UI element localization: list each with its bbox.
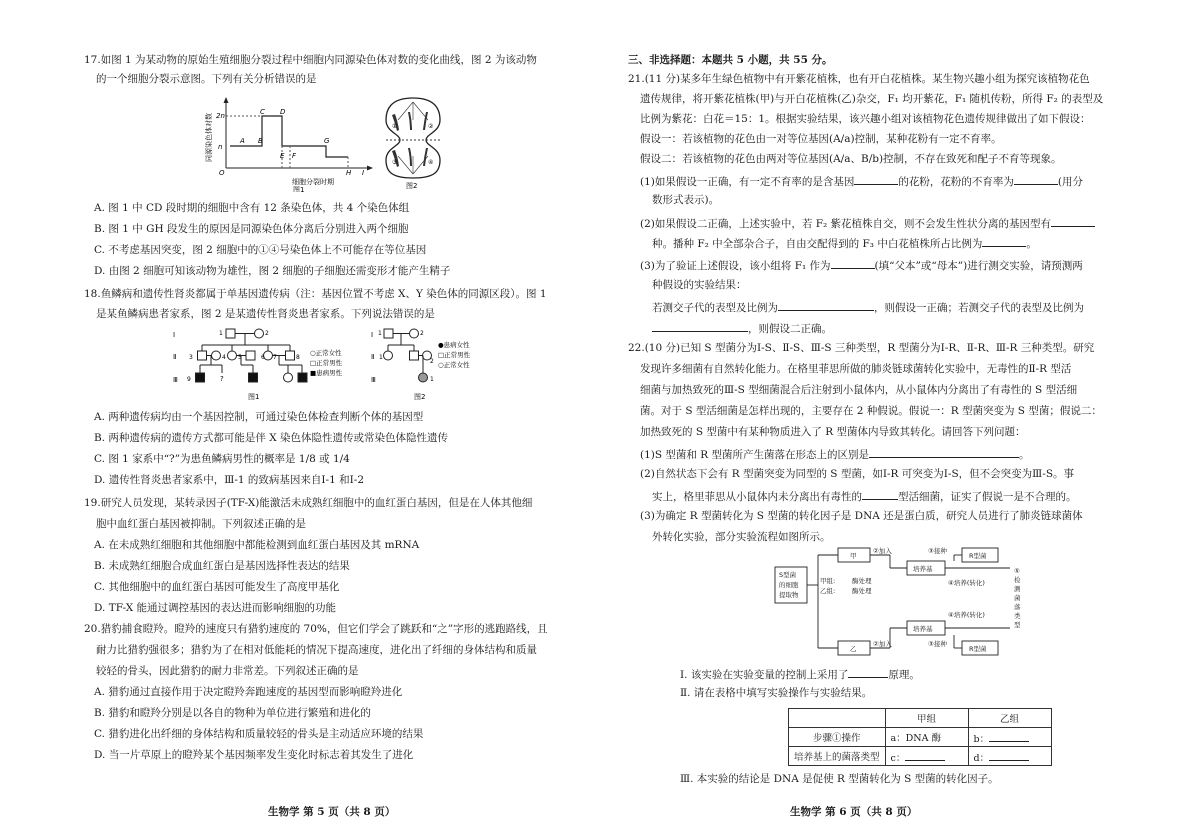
- svg-text:③: ③: [392, 159, 398, 166]
- answer-blank[interactable]: [1014, 173, 1058, 185]
- q19-option-b: B. 未成熟红细胞合成血红蛋白是基因选择性表达的结果: [94, 560, 350, 572]
- pedigree1-number: 4: [222, 354, 226, 361]
- svg-text:培养基: 培养基: [913, 565, 933, 573]
- pedigree2-number: 1: [379, 354, 383, 361]
- q21-stem-line3: 比例为紫花：白花＝15：1。根据实验结果，该兴趣小组对该植物花色遗传规律做出了如下假设：: [640, 113, 1091, 125]
- q22-part1: (1)S 型菌和 R 型菌所产生菌落在形态上的区别是 。: [640, 446, 1029, 462]
- svg-text:Ⅰ: Ⅰ: [371, 331, 374, 339]
- q22-item3: Ⅲ. 本实验的结论是 DNA 是促使 R 型菌转化为 S 型菌的转化因子。: [680, 773, 999, 785]
- q20-stem-line3: 较轻的骨头，因此猎豹的耐力非常差。下列叙述正确的是: [96, 665, 359, 677]
- q21-part3-line2: 种假设的实验结果：: [652, 279, 747, 291]
- q21-stem-line1: 21.(11 分)某多年生绿色植物中有开紫花植株，也有开白花植株。某生物兴趣小组为探究该植物花色: [628, 73, 1090, 85]
- q22-stem-line3: 细菌与加热致死的Ⅲ-S 型细菌混合后注射到小鼠体内，从小鼠体内分离出了有毒性的 S 型活细: [640, 384, 1078, 396]
- q22-stem-line5: 加热致死的 S 型菌中有某种物质进入了 R 型菌体内导致其转化。请回答下列问题：: [640, 426, 1026, 438]
- svg-text:甲: 甲: [850, 552, 857, 560]
- pedigree2-number: 2: [420, 330, 424, 337]
- svg-text:的细胞: 的细胞: [779, 581, 799, 589]
- q22-experiment-flowchart: [770, 545, 1030, 660]
- svg-text:③接种: ③接种: [928, 547, 947, 555]
- q21-part1-line2: 数形式表示)。: [652, 194, 720, 206]
- q21-part2-line2: 种。播种 F₂ 中全部杂合子，自由交配得到的 F₃ 中白花植株所占比例为 。: [652, 235, 1037, 251]
- svg-text:③接种: ③接种: [928, 640, 947, 648]
- answer-blank[interactable]: [869, 446, 1019, 458]
- section-heading: 三、非选择题：本题共 5 小题，共 55 分。: [628, 54, 833, 66]
- q20-option-d: D. 当一片草原上的瞪羚某个基因频率发生变化时标志着其发生了进化: [94, 749, 414, 761]
- svg-text:酶处理: 酶处理: [852, 577, 872, 585]
- q17-option-d: D. 由图 2 细胞可知该动物为雄性，图 2 细胞的子细胞还需变形才能产生精子: [94, 265, 451, 277]
- svg-text:■患病男性: ■患病男性: [310, 369, 343, 377]
- svg-text:培养基: 培养基: [913, 625, 933, 633]
- pedigree1-number: 3: [189, 354, 193, 361]
- q20-stem-line1: 20.猎豹捕食瞪羚。瞪羚的速度只有猎豹速度的 70%，但它们学会了跳跃和“之”字形的逃跑路线，且: [84, 623, 548, 635]
- q17-stem-line1: 17.如图 1 为某动物的原始生殖细胞分裂过程中细胞内同源染色体对数的变化曲线，图 2 为该动物: [84, 54, 537, 66]
- svg-text:R型菌: R型菌: [969, 645, 987, 653]
- flow-detect-char: ⑤: [1014, 567, 1020, 575]
- q22-part2-line1: (2)自然状态下会有 R 型菌突变为同型的 S 型菌，如Ⅰ-R 可突变为Ⅰ-S，但不会突变为Ⅲ-S。事: [640, 468, 1075, 480]
- answer-blank[interactable]: [862, 488, 898, 500]
- table-row: 甲组 乙组: [789, 709, 1052, 728]
- pedigree1-number: 8: [296, 354, 300, 361]
- svg-text:图1: 图1: [248, 393, 260, 401]
- q22-stem-line4: 菌。对于 S 型活细菌是怎样出现的，主要存在 2 种假说。假说一：R 型菌突变为 S 型菌；假说二：: [640, 405, 1102, 417]
- flow-detect-char: 测: [1014, 585, 1021, 593]
- svg-text:图1: 图1: [293, 186, 305, 192]
- q22-part3-line2: 外转化实验，部分实验流程如图所示。: [652, 531, 831, 543]
- svg-text:Ⅱ: Ⅱ: [371, 353, 375, 361]
- q20-option-c: C. 猎豹进化出纤细的身体结构和质量较轻的骨头是主动适应环境的结果: [94, 728, 424, 740]
- pedigree1-number: 1: [219, 330, 223, 337]
- svg-text:乙组:: 乙组:: [820, 587, 836, 595]
- answer-blank[interactable]: [982, 235, 1026, 247]
- q21-hypothesis2: 假设二：若该植物的花色由两对等位基因(A/a、B/b)控制，不存在致死和配子不育等现象。: [640, 153, 1062, 165]
- svg-text:甲组:: 甲组:: [820, 577, 836, 585]
- fig1-point-label: A: [240, 137, 245, 145]
- page-footer-left: 生物学 第 5 页（共 8 页）: [268, 806, 396, 818]
- fig1-point-label: E: [280, 152, 285, 160]
- q22-item1: Ⅰ. 该实验在实验变量的控制上采用了 原理。: [680, 666, 920, 682]
- svg-text:O: O: [219, 169, 225, 177]
- fig1-point-label: H: [346, 169, 352, 177]
- q21-part3-line4: ，则假设二正确。: [652, 320, 832, 336]
- svg-text:□正常男性: □正常男性: [438, 351, 471, 359]
- svg-text:细胞分裂时期: 细胞分裂时期: [292, 178, 334, 186]
- table-answer-cell[interactable]: d：: [968, 747, 1051, 766]
- svg-text:④: ④: [428, 159, 434, 166]
- q21-part2-line1: (2)如果假设二正确，上述实验中，若 F₂ 紫花植株自交，则不会发生性状分离的基因型有: [640, 215, 1095, 231]
- q21-part1-line1: (1)如果假设一正确，有一定不育率的是含基因 的花粉，花粉的不育率为 (用分: [640, 173, 1083, 189]
- fig1-point-label: D: [280, 108, 286, 116]
- q19-option-d: D. TF-X 能通过调控基因的表达进而影响细胞的功能: [94, 602, 337, 614]
- flow-detect-char: 落: [1014, 603, 1021, 611]
- q22-item2: Ⅱ. 请在表格中填写实验操作与实验结果。: [680, 687, 873, 699]
- q18-pedigree-figure1: [170, 325, 360, 403]
- q22-stem-line2: 发现许多细菌有自然转化能力。在格里菲思所做的肺炎链球菌转化实验中，无毒性的Ⅱ-R 型活: [640, 363, 1072, 375]
- svg-text:2n: 2n: [216, 112, 225, 120]
- svg-text:④培养(转化): ④培养(转化): [948, 611, 985, 619]
- svg-text:○正常女性: ○正常女性: [310, 349, 342, 357]
- answer-blank[interactable]: [854, 173, 898, 185]
- q17-option-b: B. 图 1 中 GH 段发生的原因是同源染色体分离后分别进入两个细胞: [94, 223, 409, 235]
- q17-figure1-graph: [200, 92, 380, 192]
- answer-blank[interactable]: [778, 299, 874, 311]
- table-row: 培养基上的菌落类型 c： d：: [789, 747, 1052, 766]
- fig1-point-label: I: [362, 169, 365, 177]
- svg-text:Ⅰ: Ⅰ: [173, 331, 176, 339]
- q19-option-a: A. 在未成熟红细胞和其他细胞中都能检测到血红蛋白基因及其 mRNA: [94, 539, 420, 551]
- q18-option-b: B. 两种遗传病的遗传方式都可能是伴 X 染色体隐性遗传或常染色体隐性遗传: [94, 432, 449, 444]
- pedigree2-number: 2: [430, 358, 434, 365]
- svg-text:图2: 图2: [414, 393, 426, 401]
- flow-detect-char: 类: [1014, 612, 1021, 620]
- table-answer-cell[interactable]: c：: [885, 747, 968, 766]
- q22-result-table: [788, 708, 1052, 766]
- pedigree1-number: 2: [265, 330, 269, 337]
- svg-text:n: n: [218, 143, 223, 151]
- svg-text:②加入: ②加入: [873, 640, 892, 648]
- fig1-point-label: C: [260, 108, 265, 116]
- fig1-point-label: G: [324, 137, 330, 145]
- q18-stem-line2: 是某鱼鳞病患者家系，图 2 是某遗传性肾炎患者家系。下列说法错误的是: [96, 308, 435, 320]
- q22-part2-line2: 实上，格里菲思从小鼠体内未分离出有毒性的 型活细菌，证实了假说一是不合理的。: [652, 488, 1077, 504]
- svg-text:?: ?: [220, 375, 224, 383]
- answer-blank[interactable]: [848, 666, 888, 678]
- answer-blank[interactable]: [831, 257, 875, 269]
- q18-option-d: D. 遗传性肾炎患者家系中，Ⅲ-1 的致病基因来自Ⅰ-1 和Ⅰ-2: [94, 474, 364, 486]
- pedigree1-number: 7: [273, 354, 277, 361]
- fig1-point-label: B: [258, 137, 263, 145]
- q22-part3-line1: (3)为确定 R 型菌转化为 S 型菌的转化因子是 DNA 还是蛋白质，研究人员进行了肺炎链球菌体: [640, 510, 1083, 522]
- page-footer-right: 生物学 第 6 页（共 8 页）: [790, 806, 918, 818]
- q17-figure2-cell: [378, 90, 448, 190]
- flow-detect-char: 菌: [1014, 594, 1021, 602]
- svg-text:图2: 图2: [406, 182, 418, 190]
- q21-part3-line3: 若测交子代的表型及比例为 ，则假设一正确；若测交子代的表型及比例为: [652, 299, 1084, 315]
- answer-blank[interactable]: [652, 320, 748, 332]
- q20-option-a: A. 猎豹通过直接作用于决定瞪羚奔跑速度的基因型而影响瞪羚进化: [94, 686, 403, 698]
- q18-pedigree-figure2: [368, 325, 493, 403]
- q19-stem-line1: 19.研究人员发现，某转录因子(TF-X)能激活未成熟红细胞中的血红蛋白基因，但是在人体其他细: [84, 497, 533, 509]
- svg-text:酶处理: 酶处理: [852, 587, 872, 595]
- svg-text:②: ②: [428, 123, 434, 130]
- svg-text:Ⅲ: Ⅲ: [371, 376, 376, 384]
- q17-option-a: A. 图 1 中 CD 段时期的细胞中含有 12 条染色体，共 4 个染色体组: [94, 202, 410, 214]
- flow-detect-char: 检: [1014, 576, 1021, 584]
- q21-hypothesis1: 假设一：若该植物的花色由一对等位基因(A/a)控制，某种花粉有一定不育率。: [640, 133, 1002, 145]
- svg-text:乙: 乙: [850, 645, 857, 653]
- q19-stem-line2: 胞中血红蛋白基因被抑制。下列叙述正确的是: [96, 518, 306, 530]
- q21-stem-line2: 遗传规律，将开紫花植株(甲)与开白花植株(乙)杂交，F₁ 均开紫花，F₁ 随机传粉，所得 F₂ 的表型及: [640, 93, 1104, 105]
- fig1-ylabel: 同源染色体对数: [205, 113, 213, 162]
- q17-option-c: C. 不考虑基因突变，图 2 细胞中的①④号染色体上不可能存在等位基因: [94, 244, 427, 256]
- pedigree1-number: 9: [187, 376, 191, 383]
- right-page: [600, 0, 1200, 827]
- pedigree2-number: 1: [378, 330, 382, 337]
- svg-text:S型菌: S型菌: [779, 571, 797, 579]
- svg-text:Ⅱ: Ⅱ: [173, 353, 177, 361]
- svg-text:R型菌: R型菌: [969, 552, 987, 560]
- q18-option-a: A. 两种遗传病均由一个基因控制，可通过染色体检查判断个体的基因型: [94, 411, 424, 423]
- q18-stem-line1: 18.鱼鳞病和遗传性肾炎都属于单基因遗传病（注：基因位置不考虑 X、Y 染色体的同源区段）。图 1: [84, 288, 547, 300]
- svg-text:①: ①: [392, 123, 398, 130]
- q20-option-b: B. 猎豹和瞪羚分别是以各自的物种为单位进行繁殖和进化的: [94, 707, 371, 719]
- svg-text:Ⅲ: Ⅲ: [173, 376, 178, 384]
- q22-stem-line1: 22.(10 分)已知 S 型菌分为Ⅰ-S、Ⅱ-S、Ⅲ-S 三种类型，R 型菌分为Ⅰ-R、Ⅱ-R、Ⅲ-R 三种类型。研究: [628, 342, 1095, 354]
- svg-text:●患病女性: ●患病女性: [438, 341, 470, 349]
- svg-text:□正常男性: □正常男性: [310, 359, 343, 367]
- svg-text:提取物: 提取物: [779, 591, 799, 599]
- svg-text:④培养(转化): ④培养(转化): [948, 579, 985, 587]
- q17-stem-line2: 的一个细胞分裂示意图。下列有关分析错误的是: [96, 73, 317, 85]
- pedigree2-number: 1: [430, 376, 434, 383]
- q21-part3-line1: (3)为了验证上述假设，该小组将 F₁ 作为 (填“父本”或“母本”)进行测交实验，请预测两: [640, 257, 1083, 273]
- answer-blank[interactable]: [1051, 215, 1095, 227]
- flow-detect-char: 型: [1014, 621, 1021, 629]
- pedigree1-number: 5: [238, 354, 242, 361]
- pedigree1-number: 6: [261, 354, 265, 361]
- q19-option-c: C. 其他细胞中的血红蛋白基因可能发生了高度甲基化: [94, 581, 340, 593]
- fig1-point-label: F: [292, 152, 297, 160]
- q20-stem-line2: 耐力比猎豹强很多；猎豹为了在相对低能耗的情况下提高速度，进化出了纤细的身体结构和质量: [96, 644, 537, 656]
- svg-text:②加入: ②加入: [873, 547, 892, 555]
- table-row: 步骤①操作 a：DNA 酶 b：: [789, 728, 1052, 747]
- svg-text:○正常女性: ○正常女性: [438, 361, 470, 369]
- table-answer-cell[interactable]: b：: [968, 728, 1051, 747]
- q18-option-c: C. 图 1 家系中“?”为患鱼鳞病男性的概率是 1/8 或 1/4: [94, 453, 350, 465]
